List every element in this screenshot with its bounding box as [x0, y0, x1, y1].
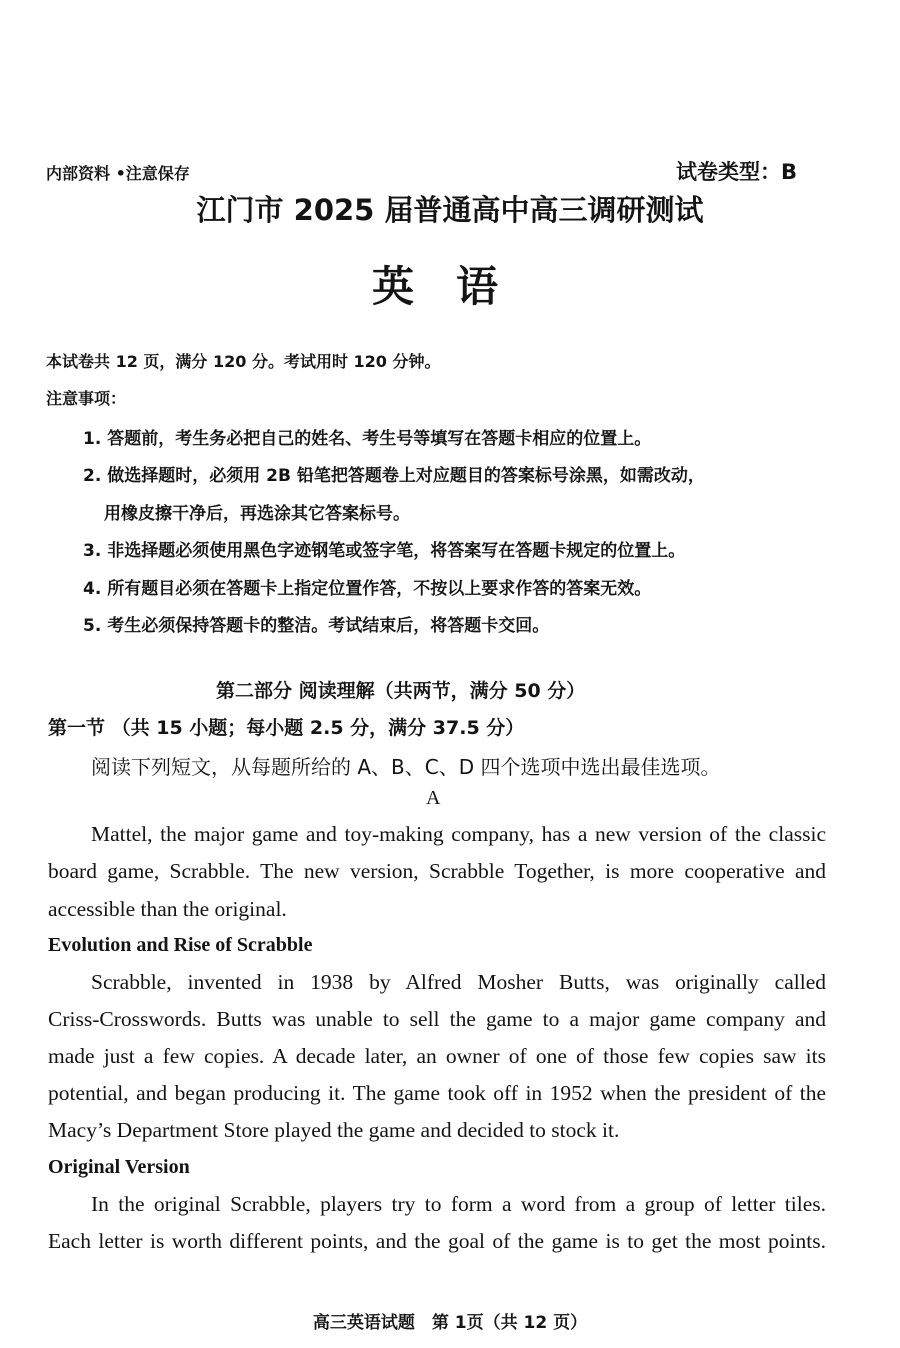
passage-line: Each letter is worth different points, and the goal of the game is to get the most points. [48, 1229, 826, 1253]
passage-line: board game, Scrabble. The new version, Scrabble Together, is more cooperative and [48, 859, 826, 883]
passage-line: Macy’s Department Store played the game and decided to stock it. [48, 1118, 620, 1142]
notice-item: 2. 做选择题时，必须用 2B 铅笔把答题卷上对应题目的答案标号涂黑，如需改动， [83, 466, 705, 486]
notice-item: 4. 所有题目必须在答题卡上指定位置作答，不按以上要求作答的答案无效。 [83, 579, 652, 599]
paper-type-label: 试卷类型：B [676, 160, 798, 184]
notice-heading: 注意事项： [46, 389, 127, 408]
notice-item-continued: 用橡皮擦干净后，再选涂其它答案标号。 [104, 504, 410, 524]
page-footer: 高三英语试题 第 1页（共 12 页） [312, 1313, 588, 1333]
exam-title: 江门市 2025 届普通高中高三调研测试 [196, 193, 704, 227]
subject-title: 英 语 [371, 262, 498, 311]
passage-line: Scrabble, invented in 1938 by Alfred Mosher Butts, was originally called [91, 970, 826, 994]
part-title: 第二部分 阅读理解（共两节，满分 50 分） [216, 680, 586, 702]
notice-item: 3. 非选择题必须使用黑色字迹钢笔或签字笔，将答案写在答题卡规定的位置上。 [83, 541, 686, 561]
subheading: Evolution and Rise of Scrabble [48, 934, 313, 956]
notice-item: 5. 考生必须保持答题卡的整洁。考试结束后，将答题卡交回。 [83, 616, 550, 636]
reading-instruction: 阅读下列短文，从每题所给的 A、B、C、D 四个选项中选出最佳选项。 [91, 755, 721, 779]
passage-line: Mattel, the major game and toy-making company, has a new version of the classic [91, 822, 826, 846]
section-title: 第一节 （共 15 小题；每小题 2.5 分，满分 37.5 分） [48, 717, 525, 739]
exam-intro: 本试卷共 12 页，满分 120 分。考试用时 120 分钟。 [46, 352, 441, 371]
subheading: Original Version [48, 1156, 190, 1178]
passage-label: A [426, 787, 441, 809]
passage-line: made just a few copies. A decade later, an owner of one of those few copies saw its [48, 1044, 826, 1068]
passage-line: In the original Scrabble, players try to form a word from a group of letter tiles. [91, 1192, 826, 1216]
passage-line: potential, and began producing it. The game took off in 1952 when the president of the [48, 1081, 826, 1105]
notice-item: 1. 答题前，考生务必把自己的姓名、考生号等填写在答题卡相应的位置上。 [83, 429, 652, 449]
passage-line: Criss-Crosswords. Butts was unable to sell the game to a major game company and [48, 1007, 826, 1031]
passage-line: accessible than the original. [48, 897, 287, 921]
confidential-label: 内部资料 •注意保存 [46, 164, 190, 183]
